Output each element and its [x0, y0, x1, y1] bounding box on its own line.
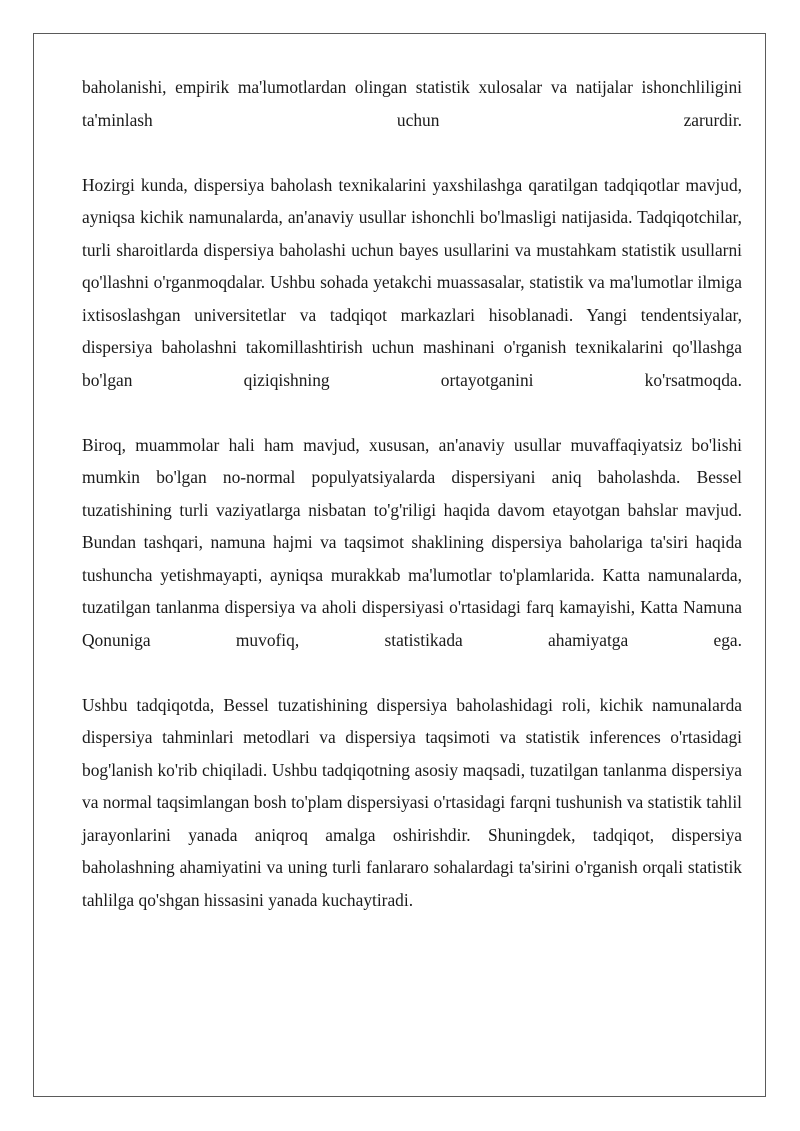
paragraph-2: Hozirgi kunda, dispersiya baholash texnikalarini yaxshilashga qaratilgan tadqiqotlar mavjud, ayniqsa kichik namunalarda, an'anaviy usullar ishonchli bo'lmasligi natijasida. Tadqiqotchilar, turli sharoitlarda dispersiya baholashi uchun bayes usullarini va mustahkam statistik usullarni qo'llashni o'rganmoqdalar. Ushbu sohada yetakchi muassasalar, statistik va ma'lumotlar ilmiga ixtisoslashgan universitetlar va tadqiqot markazlari hisoblanadi. Yangi tendentsiyalar, dispersiya baholashni takomillashtirish uchun mashinani o'rganish texnikalarini qo'llashga bo'lgan qiziqishning ortayotganini ko'rsatmoqda.	[82, 174, 742, 390]
document-body	[82, 71, 742, 916]
paragraph-1: baholanishi, empirik ma'lumotlardan olingan statistik xulosalar va natijalar ishonchliligini ta'minlash uchun zarurdir.	[82, 77, 742, 130]
paragraph-3: Biroq, muammolar hali ham mavjud, xususan, an'anaviy usullar muvaffaqiyatsiz bo'lishi mumkin bo'lgan no-normal populyatsiyalarda dispersiyani aniq baholashda. Bessel tuzatishining turli vaziyatlarga nisbatan to'g'riligi haqida davom etayotgan bahslar mavjud. Bundan tashqari, namuna hajmi va taqsimot shaklining dispersiya baholariga ta'siri haqida tushuncha yetishmayapti, ayniqsa murakkab ma'lumotlar to'plamlarida. Katta namunalarda, tuzatilgan tanlanma dispersiya va aholi dispersiyasi o'rtasidagi farq kamayishi, Katta Namuna Qonuniga muvofiq, statistikada ahamiyatga ega.	[82, 434, 742, 650]
paragraph-4: Ushbu tadqiqotda, Bessel tuzatishining dispersiya baholashidagi roli, kichik namunalarda dispersiya tahminlari metodlari va dispersiya taqsimoti va statistik inferences o'rtasidagi bog'lanish ko'rib chiqiladi. Ushbu tadqiqotning asosiy maqsadi, tuzatilgan tanlanma dispersiya va normal taqsimlangan bosh to'plam dispersiyasi o'rtasidagi farqni tushunish va statistik tahlil jarayonlarini yanada aniqroq amalga oshirishdir. Shuningdek, tadqiqot, dispersiya baholashning ahamiyatini va uning turli fanlararo sohalardagi ta'sirini o'rganish orqali statistik tahlilga qo'shgan hissasini yanada kuchaytiradi.	[82, 694, 742, 910]
